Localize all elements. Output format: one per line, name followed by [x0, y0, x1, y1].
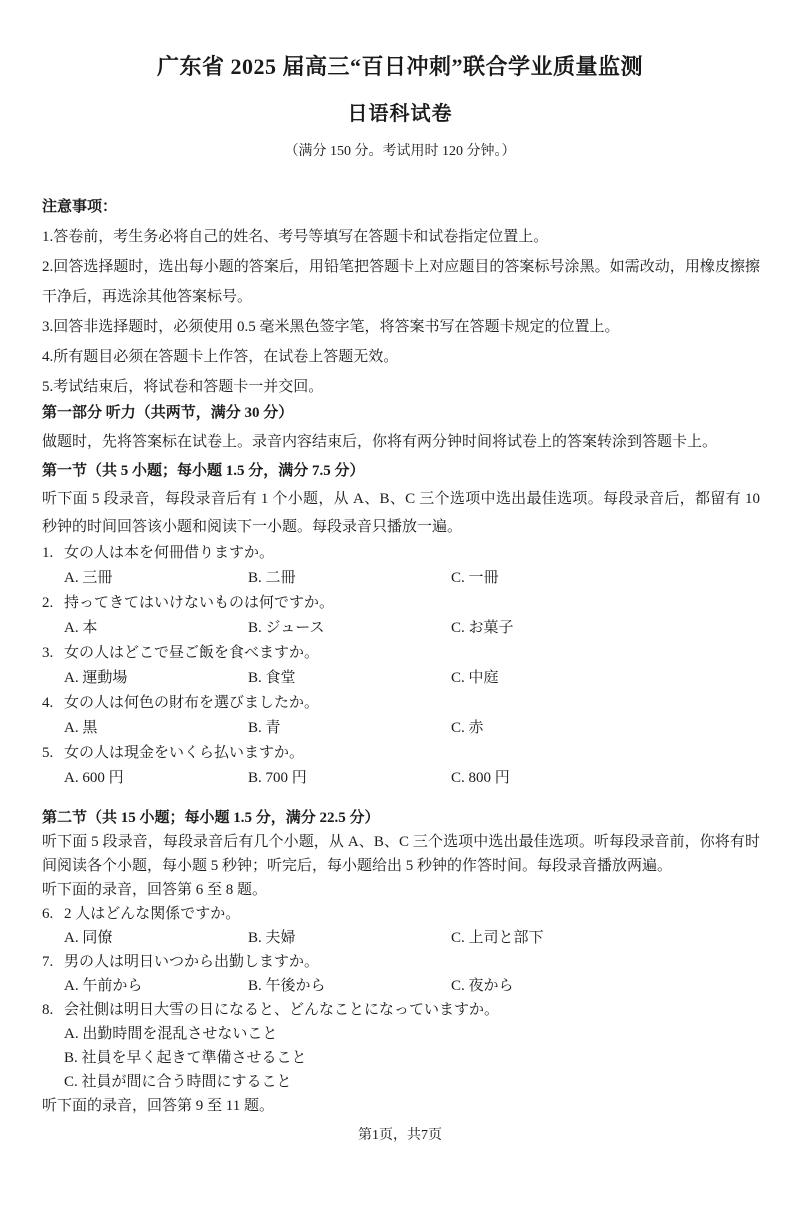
option-a: A. 午前から	[64, 978, 143, 994]
notice-heading: 注意事项：	[42, 199, 118, 215]
notice-item-5: 5.考试结束后，将试卷和答题卡一并交回。	[42, 379, 324, 395]
option-a: A. 本	[64, 620, 98, 636]
question-3-text: 女の人はどこで昼ご飯を食べますか。	[64, 645, 320, 661]
part1-intro: 做题时，先将答案标在试卷上。录音内容结束后，你将有两分钟时间将试卷上的答案转涂到答题卡上。	[42, 434, 718, 450]
question-1-text: 女の人は本を何冊借りますか。	[64, 545, 275, 561]
question-8-option-a: A. 出勤時間を混乱させないこと	[64, 1026, 278, 1042]
question-4-number: 4.	[42, 695, 54, 711]
option-c: C. お菓子	[451, 620, 514, 636]
part1-heading: 第一部分 听力（共两节，满分 30 分）	[42, 405, 294, 421]
section1-questions	[42, 541, 760, 791]
question-7-text: 男の人は明日いつから出勤しますか。	[64, 954, 320, 970]
question-4-text: 女の人は何色の財布を選びましたか。	[64, 695, 320, 711]
question-5-text: 女の人は現金をいくら払いますか。	[64, 745, 305, 761]
option-c: C. 夜から	[451, 978, 514, 994]
section2-intro: 听下面 5 段录音，每段录音后有几个小题，从 A、B、C 三个选项中选出最佳选项。听每段录音前，你将有时间阅读各个小题，每小题 5 秒钟；听完后，每小题给出 5 秒钟的作答时间。每段录音播放两遍。	[42, 834, 760, 874]
section1-block	[42, 457, 760, 541]
option-c: C. 赤	[451, 720, 484, 736]
question-6-text: 2 人はどんな関係ですか。	[64, 906, 241, 922]
question-6	[42, 902, 760, 926]
option-c: C. 中庭	[451, 670, 499, 686]
question-1-number: 1.	[42, 545, 54, 561]
question-2-number: 2.	[42, 595, 54, 611]
section1-intro: 听下面 5 段录音，每段录音后有 1 个小题，从 A、B、C 三个选项中选出最佳选项。每段录音后，都留有 10 秒钟的时间回答该小题和阅读下一小题。每段录音只播放一遍。	[42, 491, 760, 535]
question-5	[42, 741, 760, 766]
question-8-number: 8.	[42, 1002, 54, 1018]
subject-subtitle: 日语科试卷	[347, 103, 453, 125]
question-4	[42, 691, 760, 716]
option-a: A. 黒	[64, 720, 98, 736]
exam-meta: （满分 150 分。考试用时 120 分钟。）	[284, 144, 516, 159]
question-5-number: 5.	[42, 745, 54, 761]
option-c: C. 一冊	[451, 570, 499, 586]
option-c: C. 800 円	[451, 770, 510, 786]
question-5-options	[42, 766, 760, 791]
question-7-options	[42, 974, 760, 998]
option-b: B. 食堂	[248, 670, 296, 686]
question-2-text: 持ってきてはいけないものは何ですか。	[64, 595, 335, 611]
question-6-options	[42, 926, 760, 950]
notice-section	[42, 192, 760, 402]
option-b: B. 青	[248, 720, 281, 736]
option-a: A. 600 円	[64, 770, 124, 786]
question-1-options	[42, 566, 760, 591]
option-b: B. 二冊	[248, 570, 296, 586]
notice-item-3: 3.回答非选择题时，必须使用 0.5 毫米黑色签字笔，将答案书写在答题卡规定的位置上。	[42, 319, 620, 335]
notice-item-2: 2.回答选择题时，选出每小题的答案后，用铅笔把答题卡上对应题目的答案标号涂黑。如需改动，用橡皮擦擦干净后，再选涂其他答案标号。	[42, 259, 760, 305]
page-title: 广东省 2025 届高三“百日冲刺”联合学业质量监测	[156, 54, 643, 79]
question-7-number: 7.	[42, 954, 54, 970]
question-8	[42, 998, 760, 1022]
option-b: B. 夫婦	[248, 930, 296, 946]
option-a: A. 同僚	[64, 930, 113, 946]
option-a: A. 三冊	[64, 570, 113, 586]
section2-block	[42, 806, 760, 1118]
option-a: A. 運動場	[64, 670, 128, 686]
question-7	[42, 950, 760, 974]
question-6-number: 6.	[42, 906, 54, 922]
question-4-options	[42, 716, 760, 741]
notice-item-4: 4.所有题目必须在答题卡上作答，在试卷上答题无效。	[42, 349, 399, 365]
instruction-6-8: 听下面的录音，回答第 6 至 8 题。	[42, 882, 268, 898]
question-2-options	[42, 616, 760, 641]
notice-item-1: 1.答卷前，考生务必将自己的姓名、考号等填写在答题卡和试卷指定位置上。	[42, 229, 549, 245]
question-8-option-b: B. 社員を早く起きて準備させること	[64, 1050, 307, 1066]
option-c: C. 上司と部下	[451, 930, 544, 946]
section2-heading: 第二节（共 15 小题；每小题 1.5 分，满分 22.5 分）	[42, 810, 380, 826]
question-2	[42, 591, 760, 616]
question-8-text: 会社側は明日大雪の日になると、どんなことになっていますか。	[64, 1002, 500, 1018]
option-b: B. 午後から	[248, 978, 326, 994]
question-3-number: 3.	[42, 645, 54, 661]
question-1	[42, 541, 760, 566]
part1-listening-section	[42, 399, 760, 457]
question-8-option-c: C. 社員が間に合う時間にすること	[64, 1074, 292, 1090]
question-3-options	[42, 666, 760, 691]
option-b: B. ジュース	[248, 620, 325, 636]
section1-heading: 第一节（共 5 小题；每小题 1.5 分，满分 7.5 分）	[42, 463, 365, 479]
instruction-9-11: 听下面的录音，回答第 9 至 11 题。	[42, 1098, 274, 1114]
option-b: B. 700 円	[248, 770, 307, 786]
question-3	[42, 641, 760, 666]
page-footer: 第1页，共7页	[358, 1128, 442, 1143]
